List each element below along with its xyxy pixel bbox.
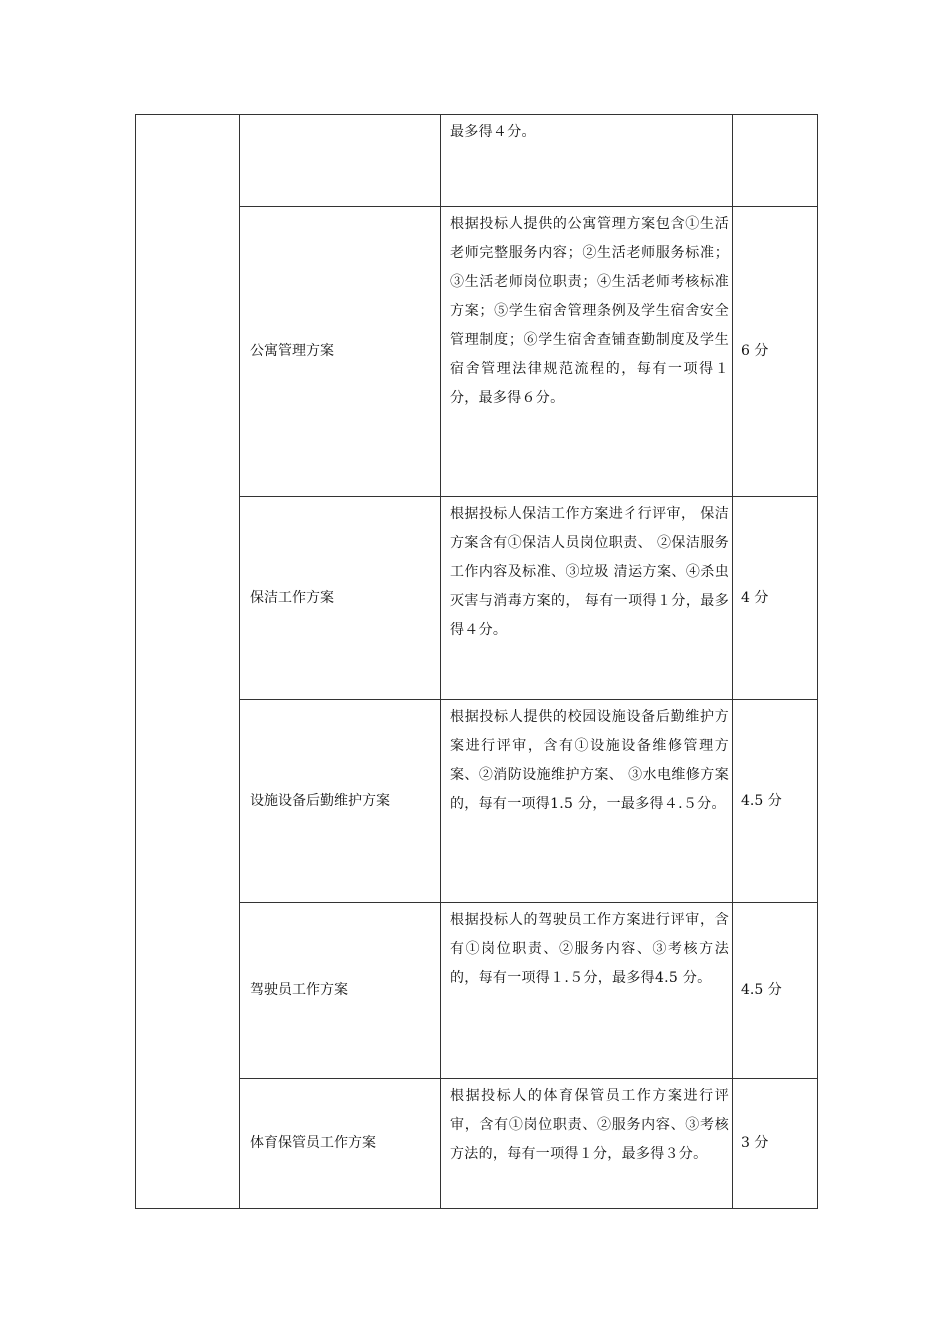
item-cell: 体育保管员工作方案	[240, 1079, 441, 1209]
score-cell	[733, 115, 818, 207]
score-cell: 3 分	[733, 1079, 818, 1209]
criteria-text: 根据投标人提供的校园设施设备后勤维护方案进行评审，含有①设施设备维修管理方案、②消防设施维护方案、 ③水电维修方案的，每有一项得1.5 分，一最多得４.５分。	[450, 709, 729, 812]
criteria-cell	[441, 1079, 733, 1209]
table-row	[136, 115, 818, 207]
scoring-table	[135, 114, 818, 1209]
criteria-text: 根据投标人的体育保管员工作方案进行评审，含有①岗位职责、②服务内容、③考核方法的，每有一项得１分，最多得３分。	[450, 1088, 729, 1162]
score-cell: 6 分	[733, 207, 818, 497]
item-cell: 保洁工作方案	[240, 497, 441, 700]
criteria-cell	[441, 903, 733, 1079]
item-cell	[240, 115, 441, 207]
score-cell: 4.5 分	[733, 903, 818, 1079]
score-cell: 4.5 分	[733, 700, 818, 903]
category-cell	[136, 115, 240, 1209]
criteria-text: 根据投标人提供的公寓管理方案包含①生活老师完整服务内容；②生活老师服务标准；③生活老师岗位职责；④生活老师考核标准方案；⑤学生宿舍管理条例及学生宿舍安全管理制度；⑥学生宿舍查铺查勤制度及学生宿舍管理法律规范流程的，每有一项得１ 分，最多得６分。	[450, 216, 729, 406]
criteria-text: 根据投标人保洁工作方案进彳行评审， 保洁方案含有①保洁人员岗位职责、 ②保洁服务工作内容及标准、③垃圾 清运方案、④杀虫灭害与消毒方案的， 每有一项得１分，最多得４分。	[450, 506, 729, 638]
item-cell: 驾驶员工作方案	[240, 903, 441, 1079]
criteria-cell	[441, 497, 733, 700]
criteria-cell	[441, 115, 733, 207]
score-cell: 4 分	[733, 497, 818, 700]
criteria-text: 根据投标人的驾驶员工作方案进行评审，含有①岗位职责、②服务内容、③考核方法的，每有一项得１.５分，最多得4.5 分。	[450, 912, 729, 986]
item-cell: 公寓管理方案	[240, 207, 441, 497]
criteria-text: 最多得４分。	[450, 124, 536, 140]
criteria-cell	[441, 700, 733, 903]
item-cell: 设施设备后勤维护方案	[240, 700, 441, 903]
criteria-cell	[441, 207, 733, 497]
